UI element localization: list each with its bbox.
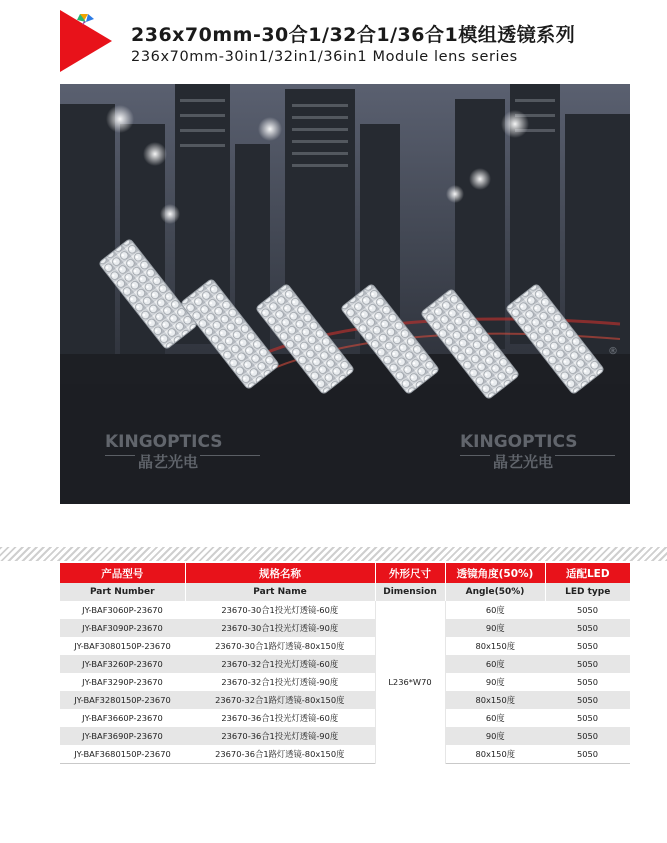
col-header-angle: Angle(50%): [445, 583, 545, 601]
table-row: [60, 601, 630, 619]
led-type-cell: 5050: [545, 727, 630, 745]
table-header-cn: [60, 563, 630, 583]
table-row: [60, 655, 630, 673]
table-row: [60, 691, 630, 709]
part-name-cell: 23670-30合1投光灯透镜-90度: [185, 619, 375, 637]
led-type-cell: 5050: [545, 691, 630, 709]
led-type-cell: 5050: [545, 673, 630, 691]
led-type-cell: 5050: [545, 619, 630, 637]
page-subtitle: 236x70mm-30in1/32in1/36in1 Module lens series: [131, 49, 518, 65]
part-number-cell: JY-BAF3290P-23670: [60, 673, 185, 691]
angle-cell: 60度: [445, 601, 545, 619]
col-header-dimension-cn: 外形尺寸: [375, 563, 445, 583]
brand-logo-icon: [60, 10, 112, 72]
led-type-cell: 5050: [545, 601, 630, 619]
product-photo: [60, 84, 630, 504]
registered-mark: ®: [608, 346, 618, 357]
part-name-cell: 23670-32合1投光灯透镜-90度: [185, 673, 375, 691]
part-number-cell: JY-BAF3660P-23670: [60, 709, 185, 727]
part-name-cell: 23670-36合1投光灯透镜-60度: [185, 709, 375, 727]
table-row: [60, 709, 630, 727]
part-name-cell: 23670-36合1路灯透镜-80x150度: [185, 745, 375, 764]
led-type-cell: 5050: [545, 637, 630, 655]
watermark-left-cn: 晶艺光电: [138, 453, 199, 471]
angle-cell: 60度: [445, 709, 545, 727]
col-header-dimension: Dimension: [375, 583, 445, 601]
col-header-part-number: Part Number: [60, 583, 185, 601]
col-header-angle-cn: 透镜角度(50%): [445, 563, 545, 583]
angle-cell: 90度: [445, 619, 545, 637]
part-number-cell: JY-BAF3680150P-23670: [60, 745, 185, 764]
part-number-cell: JY-BAF3090P-23670: [60, 619, 185, 637]
table-row: [60, 637, 630, 655]
angle-cell: 90度: [445, 673, 545, 691]
spec-table: [60, 563, 630, 764]
angle-cell: 80x150度: [445, 691, 545, 709]
col-header-led: LED type: [545, 583, 630, 601]
led-type-cell: 5050: [545, 745, 630, 764]
dimension-cell: L236*W70: [375, 601, 445, 764]
part-name-cell: 23670-36合1投光灯透镜-90度: [185, 727, 375, 745]
led-type-cell: 5050: [545, 655, 630, 673]
city-night-lens-photo: [60, 84, 630, 504]
angle-cell: 90度: [445, 727, 545, 745]
decorative-stripe: [0, 547, 667, 561]
watermark-right-en: KINGOPTICS: [460, 432, 578, 452]
part-number-cell: JY-BAF3260P-23670: [60, 655, 185, 673]
watermark-left-en: KINGOPTICS: [105, 432, 223, 452]
part-number-cell: JY-BAF3080150P-23670: [60, 637, 185, 655]
angle-cell: 80x150度: [445, 637, 545, 655]
angle-cell: 80x150度: [445, 745, 545, 764]
table-header-en: [60, 583, 630, 601]
page-title: 236x70mm-30合1/32合1/36合1模组透镜系列: [131, 24, 576, 46]
part-name-cell: 23670-32合1投光灯透镜-60度: [185, 655, 375, 673]
led-type-cell: 5050: [545, 709, 630, 727]
table-row: [60, 745, 630, 764]
table-row: [60, 727, 630, 745]
part-number-cell: JY-BAF3060P-23670: [60, 601, 185, 619]
part-name-cell: 23670-32合1路灯透镜-80x150度: [185, 691, 375, 709]
angle-cell: 60度: [445, 655, 545, 673]
col-header-part-name-cn: 规格名称: [185, 563, 375, 583]
part-name-cell: 23670-30合1投光灯透镜-60度: [185, 601, 375, 619]
col-header-led-cn: 适配LED: [545, 563, 630, 583]
part-number-cell: JY-BAF3280150P-23670: [60, 691, 185, 709]
table-row: [60, 673, 630, 691]
col-header-part-name: Part Name: [185, 583, 375, 601]
watermark-right-cn: 晶艺光电: [493, 453, 554, 471]
col-header-part-number-cn: 产品型号: [60, 563, 185, 583]
part-name-cell: 23670-30合1路灯透镜-80x150度: [185, 637, 375, 655]
table-row: [60, 619, 630, 637]
part-number-cell: JY-BAF3690P-23670: [60, 727, 185, 745]
